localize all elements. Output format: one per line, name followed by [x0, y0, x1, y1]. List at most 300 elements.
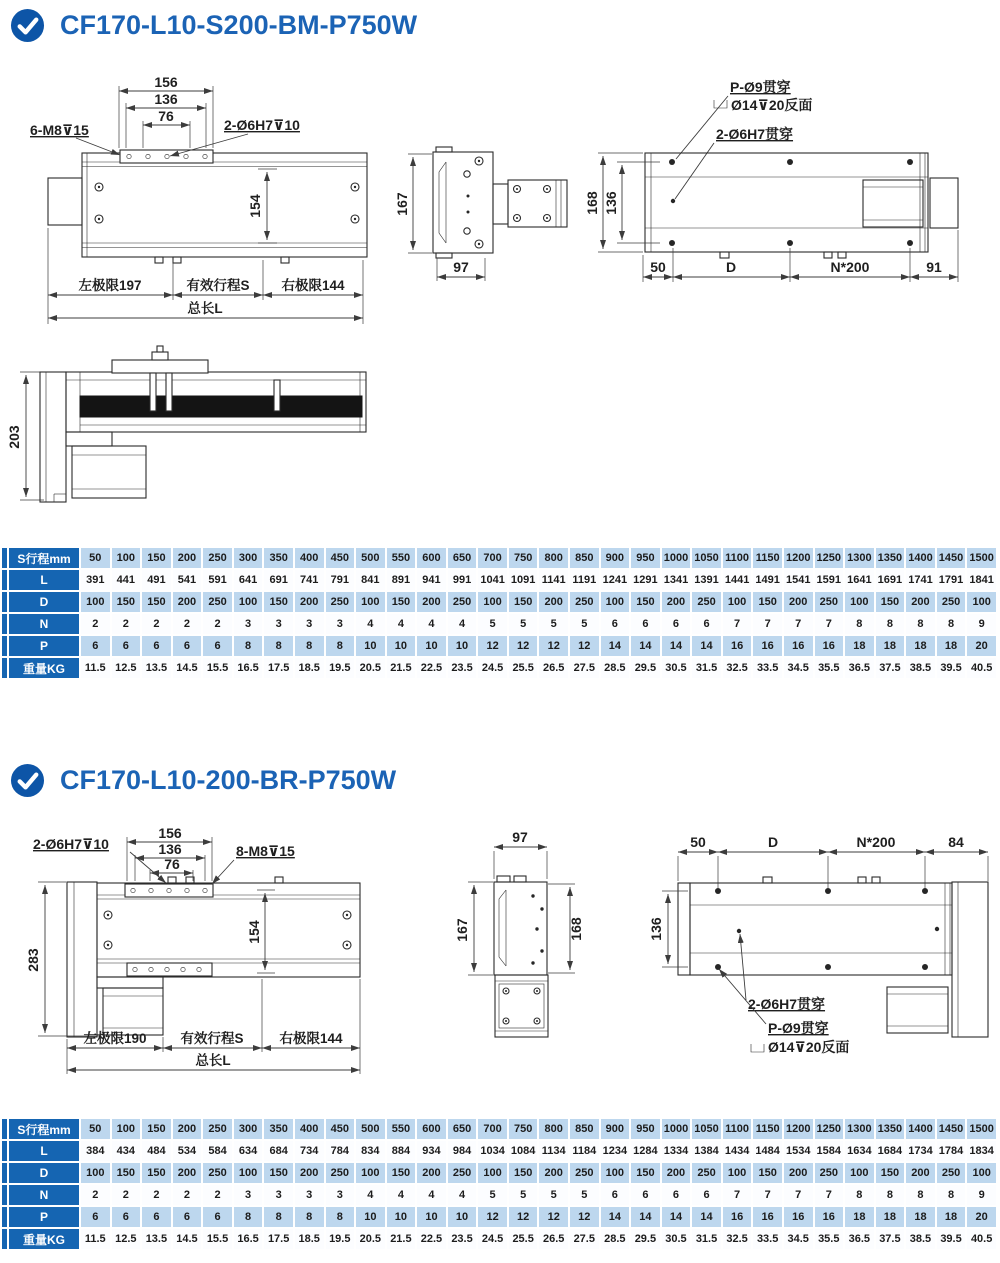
- spec-cell: 12: [570, 636, 599, 656]
- spec-cell: 200: [784, 592, 813, 612]
- spec-cell: 10: [448, 1207, 477, 1227]
- spec-cell: 8: [295, 1207, 324, 1227]
- spec-cell: 23.5: [448, 1229, 477, 1249]
- spec-cell: 2: [173, 614, 202, 634]
- spec-cell: 14: [631, 1207, 660, 1227]
- spec-cell: 6: [601, 614, 630, 634]
- spec-cell: 2: [173, 1185, 202, 1205]
- spec-cell: 500: [356, 1119, 385, 1139]
- spec-cell: 650: [448, 1119, 477, 1139]
- counterbore-icon: [751, 1044, 764, 1052]
- spec-cell: 17.5: [264, 658, 293, 678]
- spec-cell: 150: [112, 1163, 141, 1183]
- table-row: [2, 1119, 996, 1139]
- spec-cell: 100: [234, 592, 263, 612]
- spec-cell: 8: [264, 636, 293, 656]
- spec-cell: 4: [387, 1185, 416, 1205]
- spec-cell: 14: [692, 1207, 721, 1227]
- spec-cell: 650: [448, 548, 477, 568]
- spec-cell: 100: [601, 592, 630, 612]
- spec-cell: 16: [753, 636, 782, 656]
- dim-76: 76: [164, 856, 180, 872]
- spec-cell: 5: [570, 614, 599, 634]
- limit-right-label: 右极限144: [281, 278, 345, 293]
- spec-cell: 8: [906, 614, 935, 634]
- spec-cell: 1684: [876, 1141, 905, 1161]
- spec-cell: 250: [203, 548, 232, 568]
- spec-cell: 1441: [723, 570, 752, 590]
- spec-cell: 1100: [723, 548, 752, 568]
- spec-cell: 1741: [906, 570, 935, 590]
- spec-cell: 1691: [876, 570, 905, 590]
- spec-cell: 634: [234, 1141, 263, 1161]
- spec-cell: 300: [234, 1119, 263, 1139]
- spec-cell: 5: [509, 1185, 538, 1205]
- spec-cell: 200: [417, 592, 446, 612]
- spec-cell: 11.5: [81, 658, 110, 678]
- spec-cell: 11.5: [81, 1229, 110, 1249]
- spec-cell: 100: [356, 1163, 385, 1183]
- row-edge: [2, 1185, 7, 1205]
- spec-cell: 100: [112, 1119, 141, 1139]
- spec-cell: 100: [81, 592, 110, 612]
- dim-97: 97: [453, 259, 469, 275]
- spec-cell: 8: [937, 1185, 966, 1205]
- bottom-view: [584, 79, 958, 282]
- dim-136: 136: [154, 91, 178, 107]
- dim-167: 167: [394, 192, 410, 216]
- spec-cell: 950: [631, 548, 660, 568]
- spec-cell: 6: [112, 1207, 141, 1227]
- spec-cell: 150: [876, 1163, 905, 1183]
- dim-154: 154: [247, 194, 263, 218]
- spec-cell: 25.5: [509, 1229, 538, 1249]
- spec-cell: 250: [326, 1163, 355, 1183]
- spec-cell: 250: [203, 1119, 232, 1139]
- spec-cell: 600: [417, 548, 446, 568]
- spec-cell: 750: [509, 1119, 538, 1139]
- spec-cell: 150: [509, 592, 538, 612]
- spec-cell: 15.5: [203, 1229, 232, 1249]
- spec-cell: 8: [326, 636, 355, 656]
- spec-cell: 8: [845, 1185, 874, 1205]
- spec-cell: 16: [753, 1207, 782, 1227]
- spec-cell: 6: [662, 1185, 691, 1205]
- spec-cell: 1034: [478, 1141, 507, 1161]
- spec-cell: 20.5: [356, 658, 385, 678]
- spec-cell: 6: [203, 636, 232, 656]
- spec-cell: 400: [295, 1119, 324, 1139]
- total-length-label: 总长L: [187, 301, 223, 316]
- spec-cell: 37.5: [876, 658, 905, 678]
- pin-callout: 2-Ø6H7⊽10: [224, 117, 300, 133]
- spec-cell: 350: [264, 548, 293, 568]
- row-edge: [2, 614, 7, 634]
- spec-cell: 500: [356, 548, 385, 568]
- spec-cell: 6: [631, 614, 660, 634]
- table-row: [2, 614, 996, 634]
- spec-cell: 7: [753, 1185, 782, 1205]
- spec-cell: 1400: [906, 1119, 935, 1139]
- spec-cell: 350: [264, 1119, 293, 1139]
- spec-cell: 450: [326, 548, 355, 568]
- spec-cell: 24.5: [478, 658, 507, 678]
- spec-cell: 250: [203, 592, 232, 612]
- spec-cell: 32.5: [723, 1229, 752, 1249]
- total-length-label: 总长L: [195, 1053, 231, 1068]
- row-header: D: [9, 1163, 79, 1183]
- spec-cell: 850: [570, 1119, 599, 1139]
- spec-cell: 591: [203, 570, 232, 590]
- spec-cell: 784: [326, 1141, 355, 1161]
- spec-cell: 1000: [662, 548, 691, 568]
- spec-cell: 250: [570, 592, 599, 612]
- end-view: [454, 829, 584, 1037]
- spec-cell: 8: [845, 614, 874, 634]
- spec-cell: 39.5: [937, 658, 966, 678]
- spec-cell: 12: [478, 1207, 507, 1227]
- row-edge: [2, 570, 7, 590]
- spec-cell: 1341: [662, 570, 691, 590]
- spec-cell: 25.5: [509, 658, 538, 678]
- table-row: [2, 1207, 996, 1227]
- spec-cell: 1584: [815, 1141, 844, 1161]
- spec-cell: 24.5: [478, 1229, 507, 1249]
- spec-cell: 550: [387, 548, 416, 568]
- spec-cell: 200: [295, 592, 324, 612]
- spec-cell: 38.5: [906, 658, 935, 678]
- spec-cell: 741: [295, 570, 324, 590]
- row-header: 重量KG: [9, 1229, 79, 1249]
- spec-cell: 150: [387, 592, 416, 612]
- spec-cell: 30.5: [662, 1229, 691, 1249]
- spec-cell: 541: [173, 570, 202, 590]
- dim-D: D: [767, 834, 779, 850]
- pin-callout: 2-Ø6H7⊽10: [33, 836, 109, 852]
- spec-cell: 10: [356, 1207, 385, 1227]
- spec-cell: 1000: [662, 1119, 691, 1139]
- spec-cell: 941: [417, 570, 446, 590]
- spec-cell: 6: [173, 636, 202, 656]
- spec-cell: 39.5: [937, 1229, 966, 1249]
- spec-cell: 12.5: [112, 1229, 141, 1249]
- spec-cell: 100: [112, 548, 141, 568]
- spec-cell: 4: [356, 614, 385, 634]
- spec-cell: 16: [815, 1207, 844, 1227]
- dim-136: 136: [648, 917, 664, 941]
- spec-cell: 1250: [815, 548, 844, 568]
- spec-cell: 4: [387, 614, 416, 634]
- spec-cell: 40.5: [967, 1229, 996, 1249]
- dim-154: 154: [246, 920, 262, 944]
- spec-cell: 10: [417, 1207, 446, 1227]
- spec-cell: 3: [326, 614, 355, 634]
- spec-cell: 2: [81, 614, 110, 634]
- spec-cell: 1050: [692, 548, 721, 568]
- spec-cell: 19.5: [326, 658, 355, 678]
- spec-cell: 8: [295, 636, 324, 656]
- spec-cell: 26.5: [539, 658, 568, 678]
- product-title: CF170-L10-S200-BM-P750W: [60, 10, 418, 40]
- cbore-callout: Ø14⊽20反面: [768, 1039, 850, 1055]
- spec-cell: 10: [387, 1207, 416, 1227]
- spec-cell: 14: [662, 1207, 691, 1227]
- spec-cell: 5: [539, 614, 568, 634]
- spec-cell: 7: [784, 1185, 813, 1205]
- spec-cell: 14.5: [173, 658, 202, 678]
- spec-cell: 27.5: [570, 1229, 599, 1249]
- spec-cell: 1784: [937, 1141, 966, 1161]
- spec-cell: 10: [448, 636, 477, 656]
- spec-cell: 28.5: [601, 1229, 630, 1249]
- spec-cell: 27.5: [570, 658, 599, 678]
- dim-203: 203: [6, 425, 22, 449]
- spec-cell: 200: [539, 1163, 568, 1183]
- product-heading-1: [10, 8, 417, 43]
- spec-cell: 250: [692, 1163, 721, 1183]
- spec-cell: 16.5: [234, 1229, 263, 1249]
- spec-cell: 1791: [937, 570, 966, 590]
- spec-cell: 14: [692, 636, 721, 656]
- spec-cell: 200: [173, 592, 202, 612]
- spec-cell: 2: [81, 1185, 110, 1205]
- spec-cell: 15.5: [203, 658, 232, 678]
- spec-cell: 1150: [753, 548, 782, 568]
- spec-cell: 4: [417, 614, 446, 634]
- row-edge: [2, 1141, 7, 1161]
- spec-cell: 400: [295, 548, 324, 568]
- table-row: [2, 1163, 996, 1183]
- spec-table-1: [0, 546, 998, 680]
- spec-cell: 8: [876, 614, 905, 634]
- spec-cell: 6: [142, 636, 171, 656]
- spec-cell: 23.5: [448, 658, 477, 678]
- row-edge: [2, 1229, 7, 1249]
- row-header: L: [9, 570, 79, 590]
- spec-cell: 14: [631, 636, 660, 656]
- spec-cell: 3: [234, 1185, 263, 1205]
- spec-cell: 1091: [509, 570, 538, 590]
- row-edge: [2, 636, 7, 656]
- spec-cell: 12: [539, 1207, 568, 1227]
- spec-cell: 250: [203, 1163, 232, 1183]
- counterbore-icon: [714, 100, 727, 108]
- spec-cell: 5: [539, 1185, 568, 1205]
- spec-cell: 534: [173, 1141, 202, 1161]
- spec-cell: 6: [142, 1207, 171, 1227]
- spec-cell: 6: [112, 636, 141, 656]
- spec-cell: 200: [173, 548, 202, 568]
- limit-left-label: 左极限197: [78, 278, 142, 293]
- spec-cell: 18.5: [295, 658, 324, 678]
- spec-cell: 550: [387, 1119, 416, 1139]
- spec-cell: 18: [876, 636, 905, 656]
- spec-cell: 50: [81, 1119, 110, 1139]
- spec-cell: 19.5: [326, 1229, 355, 1249]
- spec-table-2: [0, 1117, 998, 1251]
- spec-cell: 450: [326, 1119, 355, 1139]
- spec-cell: 950: [631, 1119, 660, 1139]
- technical-drawing-1: [0, 55, 1000, 545]
- spec-cell: 100: [845, 1163, 874, 1183]
- spec-cell: 8: [234, 1207, 263, 1227]
- spec-cell: 34.5: [784, 658, 813, 678]
- spec-cell: 14.5: [173, 1229, 202, 1249]
- spec-cell: 1841: [967, 570, 996, 590]
- spec-cell: 40.5: [967, 658, 996, 678]
- spec-cell: 1234: [601, 1141, 630, 1161]
- check-icon: [10, 763, 45, 798]
- spec-cell: 7: [723, 614, 752, 634]
- thread-callout: 8-M8⊽15: [236, 843, 295, 859]
- spec-cell: 12: [539, 636, 568, 656]
- dim-156: 156: [158, 825, 182, 841]
- spec-cell: 2: [203, 1185, 232, 1205]
- spec-cell: 384: [81, 1141, 110, 1161]
- dim-136: 136: [158, 841, 182, 857]
- row-header: L: [9, 1141, 79, 1161]
- spec-cell: 1141: [539, 570, 568, 590]
- pin-callout: 2-Ø6H7贯穿: [716, 126, 794, 142]
- p9-callout: P-Ø9贯穿: [730, 79, 791, 95]
- spec-cell: 12: [509, 636, 538, 656]
- spec-cell: 4: [448, 1185, 477, 1205]
- spec-cell: 1291: [631, 570, 660, 590]
- spec-cell: 1634: [845, 1141, 874, 1161]
- spec-cell: 5: [478, 614, 507, 634]
- spec-cell: 18: [845, 636, 874, 656]
- spec-cell: 841: [356, 570, 385, 590]
- spec-cell: 5: [570, 1185, 599, 1205]
- table-row: [2, 570, 996, 590]
- row-header: N: [9, 1185, 79, 1205]
- spec-cell: 491: [142, 570, 171, 590]
- stroke-label: 有效行程S: [186, 278, 250, 293]
- limit-left-label: 左极限190: [83, 1031, 147, 1046]
- spec-cell: 150: [876, 592, 905, 612]
- spec-cell: 600: [417, 1119, 446, 1139]
- spec-cell: 36.5: [845, 1229, 874, 1249]
- spec-cell: 32.5: [723, 658, 752, 678]
- spec-cell: 1484: [753, 1141, 782, 1161]
- spec-cell: 1450: [937, 548, 966, 568]
- spec-cell: 200: [539, 592, 568, 612]
- spec-cell: 250: [937, 592, 966, 612]
- spec-cell: 150: [142, 1119, 171, 1139]
- spec-cell: 1641: [845, 570, 874, 590]
- row-header: P: [9, 636, 79, 656]
- spec-cell: 250: [815, 1163, 844, 1183]
- spec-cell: 100: [967, 1163, 996, 1183]
- spec-cell: 16: [723, 1207, 752, 1227]
- spec-cell: 26.5: [539, 1229, 568, 1249]
- spec-cell: 150: [142, 1163, 171, 1183]
- spec-cell: 1334: [662, 1141, 691, 1161]
- row-edge: [2, 592, 7, 612]
- table-row: [2, 658, 996, 678]
- spec-cell: 800: [539, 548, 568, 568]
- spec-cell: 250: [570, 1163, 599, 1183]
- spec-cell: 200: [295, 1163, 324, 1183]
- dim-97: 97: [512, 829, 528, 845]
- spec-cell: 2: [112, 614, 141, 634]
- spec-cell: 684: [264, 1141, 293, 1161]
- spec-cell: 250: [815, 592, 844, 612]
- limit-right-label: 右极限144: [279, 1031, 343, 1046]
- side-view: [6, 346, 366, 502]
- spec-cell: 18: [876, 1207, 905, 1227]
- check-icon: [10, 8, 45, 43]
- spec-cell: 5: [509, 614, 538, 634]
- spec-cell: 3: [264, 1185, 293, 1205]
- spec-cell: 1450: [937, 1119, 966, 1139]
- spec-cell: 1400: [906, 548, 935, 568]
- spec-cell: 38.5: [906, 1229, 935, 1249]
- spec-cell: 1491: [753, 570, 782, 590]
- spec-cell: 8: [876, 1185, 905, 1205]
- spec-cell: 1150: [753, 1119, 782, 1139]
- spec-cell: 934: [417, 1141, 446, 1161]
- table-row: [2, 636, 996, 656]
- spec-cell: 900: [601, 548, 630, 568]
- spec-cell: 200: [173, 1163, 202, 1183]
- spec-cell: 441: [112, 570, 141, 590]
- spec-cell: 7: [815, 1185, 844, 1205]
- spec-cell: 584: [203, 1141, 232, 1161]
- spec-cell: 1500: [967, 548, 996, 568]
- spec-cell: 9: [967, 614, 996, 634]
- spec-cell: 250: [448, 592, 477, 612]
- spec-cell: 18: [906, 1207, 935, 1227]
- spec-cell: 16: [815, 636, 844, 656]
- spec-cell: 18.5: [295, 1229, 324, 1249]
- row-edge: [2, 658, 7, 678]
- spec-cell: 150: [387, 1163, 416, 1183]
- spec-cell: 750: [509, 548, 538, 568]
- spec-cell: 100: [356, 592, 385, 612]
- spec-cell: 150: [753, 1163, 782, 1183]
- spec-cell: 33.5: [753, 1229, 782, 1249]
- spec-cell: 29.5: [631, 658, 660, 678]
- dim-167: 167: [454, 918, 470, 942]
- dim-N200: N*200: [856, 834, 896, 850]
- spec-cell: 791: [326, 570, 355, 590]
- spec-cell: 20: [967, 1207, 996, 1227]
- spec-cell: 734: [295, 1141, 324, 1161]
- row-header: 重量KG: [9, 658, 79, 678]
- dim-136: 136: [603, 191, 619, 215]
- spec-cell: 100: [478, 592, 507, 612]
- spec-cell: 1041: [478, 570, 507, 590]
- spec-cell: 8: [234, 636, 263, 656]
- spec-cell: 20.5: [356, 1229, 385, 1249]
- spec-cell: 18: [906, 636, 935, 656]
- dim-156: 156: [154, 74, 178, 90]
- spec-cell: 1300: [845, 548, 874, 568]
- spec-cell: 2: [142, 614, 171, 634]
- spec-cell: 1500: [967, 1119, 996, 1139]
- spec-cell: 1384: [692, 1141, 721, 1161]
- spec-cell: 900: [601, 1119, 630, 1139]
- spec-cell: 12: [509, 1207, 538, 1227]
- spec-cell: 8: [937, 614, 966, 634]
- spec-cell: 14: [662, 636, 691, 656]
- spec-cell: 391: [81, 570, 110, 590]
- spec-cell: 10: [417, 636, 446, 656]
- spec-cell: 1200: [784, 548, 813, 568]
- spec-cell: 6: [173, 1207, 202, 1227]
- spec-cell: 150: [631, 1163, 660, 1183]
